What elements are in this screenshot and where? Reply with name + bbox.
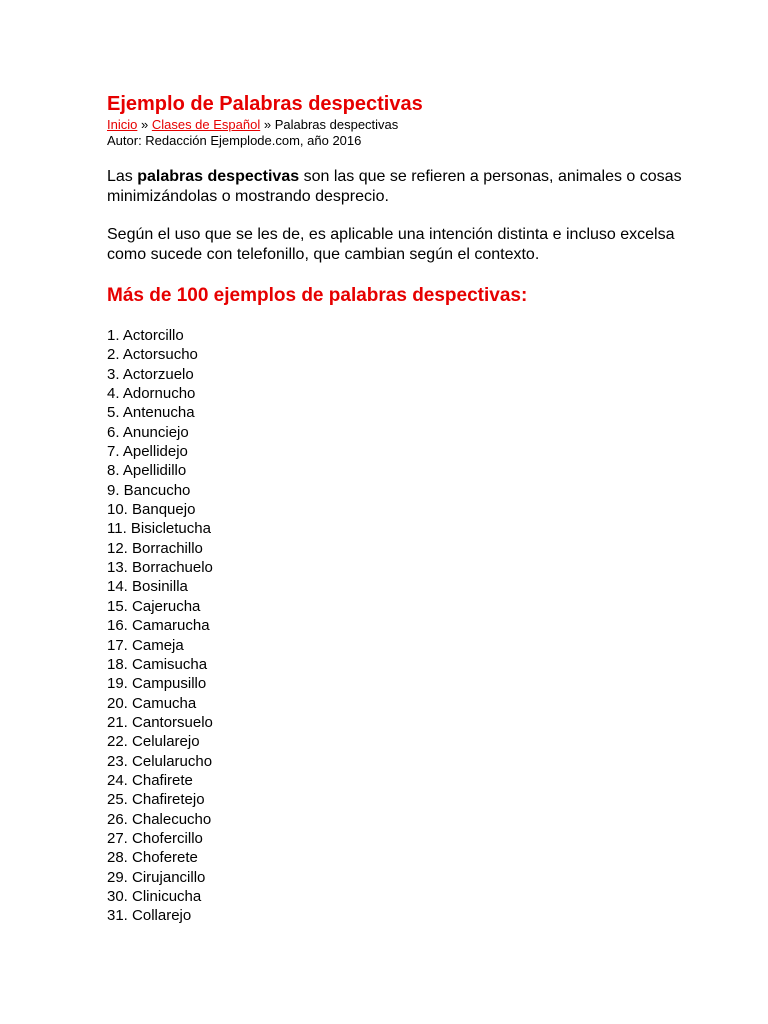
- list-item: 22. Celularejo: [107, 733, 200, 751]
- usage-paragraph: Según el uso que se les de, es aplicable una intención distinta e incluso excelsa como sucede con telefonillo, que cambian según el contexto.: [107, 226, 675, 263]
- list-item: 25. Chafiretejo: [107, 791, 205, 809]
- list-item: 28. Choferete: [107, 849, 198, 867]
- list-item: 15. Cajerucha: [107, 597, 201, 615]
- list-item: 6. Anunciejo: [107, 423, 189, 441]
- list-item: 5. Antenucha: [107, 404, 195, 422]
- examples-list: [107, 326, 707, 926]
- list-item: 23. Celularucho: [107, 752, 213, 770]
- list-item: 17. Cameja: [107, 636, 184, 654]
- breadcrumb: [107, 117, 707, 133]
- list-item: 24. Chafirete: [107, 771, 193, 789]
- intro-suffix: son las que se refieren a personas, animales o cosas minimizándolas o mostrando desprecio.: [107, 168, 682, 205]
- list-item: 11. Bisicletucha: [107, 520, 211, 538]
- list-item: 3. Actorzuelo: [107, 365, 194, 383]
- list-item: 1. Actorcillo: [107, 327, 184, 344]
- intro-prefix: Las: [107, 168, 138, 185]
- list-item: 29. Cirujancillo: [107, 868, 206, 886]
- intro-keyword: palabras despectivas: [137, 168, 300, 185]
- author-line: Autor: Redacción Ejemplode.com, año 2016: [107, 133, 362, 148]
- list-item: 10. Banquejo: [107, 501, 196, 519]
- list-item: 20. Camucha: [107, 694, 197, 712]
- list-item: 27. Chofercillo: [107, 829, 203, 847]
- list-item: 14. Bosinilla: [107, 578, 188, 596]
- list-item: 7. Apellidejo: [107, 443, 188, 461]
- list-item: 21. Cantorsuelo: [107, 713, 213, 731]
- list-item: 26. Chalecucho: [107, 810, 212, 828]
- list-item: 8. Apellidillo: [107, 462, 187, 480]
- breadcrumb-link-section[interactable]: Clases de Español: [151, 117, 261, 132]
- breadcrumb-separator: »: [137, 117, 152, 132]
- list-item: 2. Actorsucho: [107, 346, 198, 364]
- page-title: Ejemplo de Palabras despectivas: [107, 93, 423, 115]
- section-heading: Más de 100 ejemplos de palabras despectivas:: [107, 285, 528, 306]
- list-item: 9. Bancucho: [107, 481, 191, 499]
- intro-paragraph: [107, 167, 707, 207]
- list-item: 18. Camisucha: [107, 655, 208, 673]
- breadcrumb-link-home[interactable]: Inicio: [107, 117, 138, 132]
- list-item: 30. Clinicucha: [107, 887, 202, 905]
- document-page: [107, 92, 707, 926]
- list-item: 16. Camarucha: [107, 617, 210, 635]
- list-item: 31. Collarejo: [107, 907, 192, 925]
- list-item: 19. Campusillo: [107, 675, 207, 693]
- breadcrumb-current: Palabras despectivas: [274, 117, 399, 132]
- list-item: 12. Borrachillo: [107, 539, 203, 557]
- list-item: 4. Adornucho: [107, 385, 196, 403]
- breadcrumb-separator: »: [260, 117, 275, 132]
- list-item: 13. Borrachuelo: [107, 559, 213, 577]
